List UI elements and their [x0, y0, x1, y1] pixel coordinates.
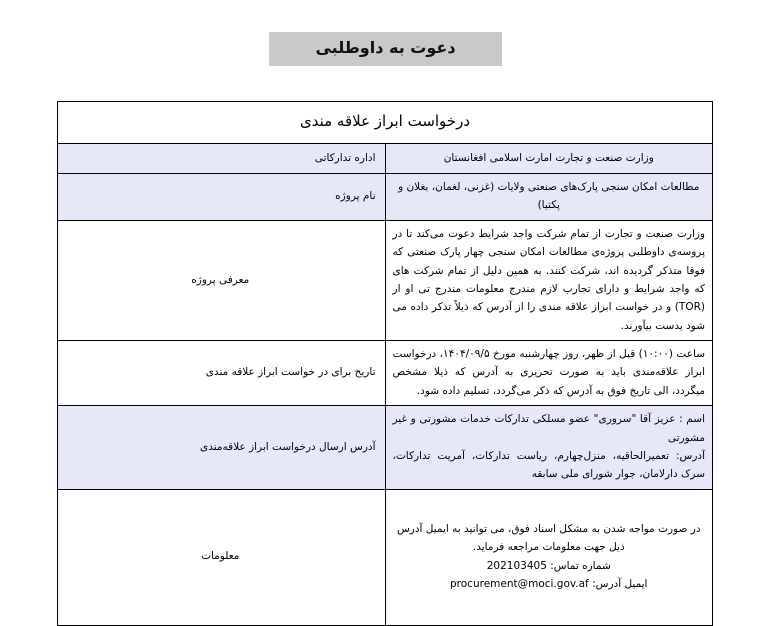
table-header-row	[58, 102, 713, 144]
row-label-project-name: نام پروژه	[58, 174, 386, 221]
row-value-agency: وزارت صنعت و تجارت امارت اسلامی افغانستان	[385, 144, 713, 174]
row-value-project-name: مطالعات امکان سنجی پارک‌های صنعتی ولایات (غزنی، لغمان، بغلان و پکتیا)	[385, 174, 713, 221]
row-label-submission-address: آدرس ارسال درخواست ابراز علاقه‌مندی	[58, 406, 386, 490]
table-row	[58, 406, 713, 490]
information-note: در صورت مواجه شدن به مشکل اسناد فوق، می توانید به ایمیل آدرس ذیل جهت معلومات مراجعه فرماید.	[396, 522, 701, 554]
contact-phone-line: شماره تماس: 202103405	[486, 559, 611, 572]
table-row	[58, 144, 713, 174]
row-value-information	[385, 489, 713, 625]
table-header-title: درخواست ابراز علاقه مندی	[58, 102, 713, 144]
row-value-submission-date: ساعت (۱۰:۰۰) قبل از ظهر، روز چهارشنبه مورخ ۱۴۰۴/۰۹/۵، درخواست ابراز علاقه‌مندی باید به صورت تحریری به آدرس که ذیلا مشخص میگردد، الی تاریخ فوق به آدرس که ذکر می‌گردد، تسلیم داده شود.	[385, 341, 713, 406]
table-row	[58, 220, 713, 340]
table-row	[58, 174, 713, 221]
document-title-container	[0, 32, 771, 66]
row-value-project-intro: وزارت صنعت و تجارت از تمام شرکت واجد شرایط دعوت می‌کند تا در پروسه‌ی داوطلبی پروژه‌ی مطالعات امکان سنجی چهار پارک صنعتی که فوقا متذکر گردیده اند، شرکت کنند. به همین دلیل از تمام شرکت های که واجد شرایط و دارای تجارب لازم مندرج معلومات مندرج تی او ار (TOR) و در خواست ابراز علاقه مندی را از آدرس که ذیلاً تذکر داده می شود یدست بیآورند.	[385, 220, 713, 340]
page-title: دعوت به داوطلبی	[269, 32, 501, 66]
contact-email-line: ایمیل آدرس: procurement@moci.gov.af	[450, 578, 648, 590]
eoi-table	[57, 101, 713, 626]
row-label-agency: اداره تدارکاتی	[58, 144, 386, 174]
table-row	[58, 341, 713, 406]
row-value-submission-address	[385, 406, 713, 490]
row-label-submission-date: تاریخ برای در خواست ابراز علاقه مندی	[58, 341, 386, 406]
address-location: آدرس: تعمیرالحاقیه، منزل‌چهارم، ریاست تدارکات، آمریت تدارکات، سرک دارلامان، جوار شورای ملی سابقه	[392, 449, 705, 481]
table-row	[58, 489, 713, 625]
address-contact-name: اسم : عزیز آقا "سروری" عضو مسلکی تدارکات خدمات مشورتی و غیر مشورتی	[392, 413, 705, 444]
row-label-project-intro: معرفی پروژه	[58, 220, 386, 340]
row-label-information: معلومات	[58, 489, 386, 625]
